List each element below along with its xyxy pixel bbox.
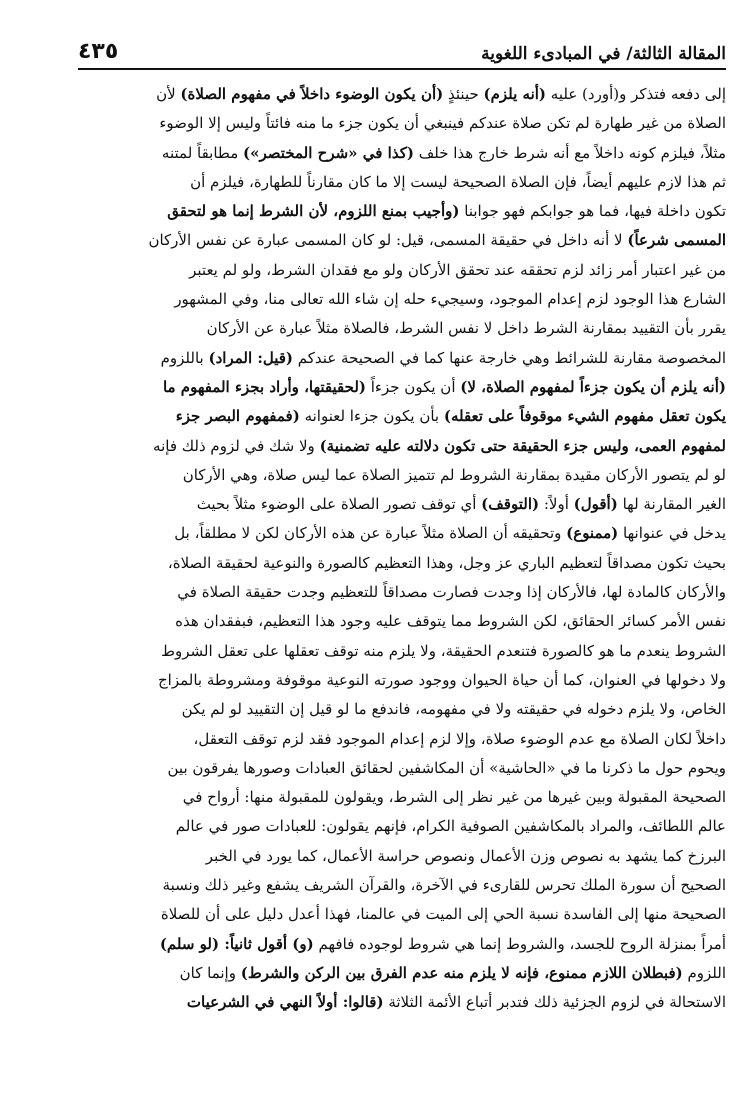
- text-line: [78, 900, 726, 929]
- bold-text-segment: (أنه يلزم): [483, 85, 547, 103]
- text-segment: الشروط ينعدم ما هو كالصورة فتنعدم الحقيقة، ولا يلزم منه توقف تعقلها على تعقل الشروط: [161, 641, 726, 660]
- text-line: [78, 637, 726, 666]
- text-line: [78, 812, 726, 841]
- text-line: [78, 285, 726, 314]
- page-header: [78, 30, 726, 70]
- bold-text-segment: (لحقيقتها، وأراد بجزء المفهوم ما: [162, 377, 366, 396]
- text-line: [78, 314, 726, 343]
- bold-text-segment: (فبطلان اللازم ممنوع، فإنه لا يلزم منه عدم الفرق بين الركن والشرط): [240, 963, 683, 982]
- bold-text-segment: (لو سلم): [159, 934, 220, 953]
- text-line: [78, 988, 726, 1017]
- text-segment: إلى دفعه فتذكر و(أورد) عليه: [546, 85, 726, 103]
- text-segment: الشارع هذا الوجود لزم إعدام الموجود، وسيجيء حله إن شاء الله تعالى منا، وفي المشهور: [174, 290, 726, 309]
- text-line: [78, 197, 726, 226]
- text-segment: تكون داخلة فيها، فما هو جوابكم فهو جوابنا: [459, 202, 726, 221]
- text-segment: من غير اعتبار أمر زائد لزم تحققه عند تحقق الأركان ولو مع فقدان الشرط، ولو لم يعتبر: [189, 260, 726, 279]
- text-segment: يقرر بأن التقييد بمقارنة الشرط داخل لا نفس الشرط، فالصلاة مثلاً عبارة عن الأركان: [206, 319, 726, 338]
- text-line: [78, 607, 726, 636]
- text-line: [78, 666, 726, 695]
- text-segment: البرزخ كما يشهد به نصوص وزن الأعمال ونصوص حراسة الأعمال، كما يورد في الخبر: [205, 846, 726, 865]
- text-line: [78, 490, 726, 519]
- bold-text-segment: (التوقف): [481, 495, 540, 514]
- text-segment: ثم هذا لازم عليهم أيضاً، فإن الصلاة الصحيحة ليست إلا ما كان مقارناً للطهارة، فيلزم أن: [190, 172, 726, 191]
- bold-text-segment: (و) أقول ثانياً:: [219, 934, 314, 953]
- text-line: [78, 139, 726, 168]
- text-segment: نفس الأمر كسائر الحقائق، لكن الشروط مما يتوقف عليه وجود هذا التعظيم، فبفقدان هذه: [175, 612, 726, 631]
- bold-text-segment: المسمى شرعاً): [627, 231, 726, 250]
- text-segment: الغير المقارنة لها: [617, 495, 726, 514]
- text-line: [78, 959, 726, 988]
- bold-text-segment: (أنه يلزم أن يكون جزءاً لمفهوم الصلاة، لا): [460, 377, 726, 396]
- text-segment: لأن: [156, 85, 181, 103]
- text-segment: ولا شك في لزوم ذلك فإنه: [153, 436, 320, 455]
- text-line: [78, 344, 726, 373]
- header-title: المقالة الثالثة/ في المبادىء اللغوية: [481, 44, 726, 64]
- text-line: [78, 373, 726, 402]
- page-number: ٤٣٥: [78, 39, 119, 64]
- text-line: [78, 256, 726, 285]
- text-segment: لو لم يتصور الأركان مقيدة بمقارنة الشروط لم تتميز الصلاة عما ليس صلاة، وهي الأركان: [182, 465, 726, 484]
- bold-text-segment: (ممنوع): [566, 524, 619, 543]
- text-line: [78, 80, 726, 109]
- text-line: [78, 754, 726, 783]
- text-line: [78, 842, 726, 871]
- text-segment: لا أنه داخل في حقيقة المسمى، قيل: لو كان المسمى عبارة عن نفس الأركان: [148, 231, 628, 250]
- text-line: [78, 109, 726, 138]
- text-segment: مطابقاً لمتنه: [161, 143, 244, 162]
- text-segment: الاستحالة في لزوم الجزئية ذلك فتدبر أتباع الأئمة الثلاثة: [383, 993, 726, 1012]
- text-segment: يدخل في عنوانها: [618, 524, 726, 543]
- bold-text-segment: (فمفهوم البصر جزء: [175, 407, 300, 426]
- text-line: [78, 695, 726, 724]
- bold-text-segment: (وأجيب بمنع اللزوم، لأن الشرط إنما هو لتحقق: [167, 202, 460, 221]
- text-line: [78, 930, 726, 959]
- text-segment: وتحقيقه أن الصلاة مثلاً عبارة عن هذه الأركان لكن لا مطلقاً، بل: [174, 524, 567, 543]
- text-segment: أولاً:: [539, 495, 574, 514]
- text-line: [78, 226, 726, 255]
- text-segment: أن يكون جزءاً: [366, 377, 461, 396]
- bold-text-segment: (أن يكون الوضوء داخلاً في مفهوم الصلاة): [180, 85, 444, 103]
- text-segment: الصحيح أن سورة الملك تحرس للقارىء في الآخرة، والقرآن الشريف يشفع وغير ذلك ونسبة: [162, 876, 726, 895]
- text-line: [78, 168, 726, 197]
- text-segment: أمراً بمنزلة الروح للجسد، والشروط إنما هي شروط لوجوده فافهم: [313, 934, 726, 953]
- text-line: [78, 519, 726, 548]
- text-segment: ولا دخولها في العنوان، كما أن حياة الحيوان ووجود صورته النوعية موقوفة ومشروطة بالمزاج: [157, 670, 726, 689]
- bold-text-segment: (كذا في «شرح المختصر»): [243, 143, 414, 162]
- text-line: [78, 432, 726, 461]
- text-line: [78, 783, 726, 812]
- text-segment: وإنما كان: [179, 963, 241, 982]
- text-line: [78, 549, 726, 578]
- text-segment: والأركان كالمادة لها، فالأركان إذا وجدت فصارت مصداقاً للتعظيم وجدت حقيقة الصلاة في: [177, 583, 726, 602]
- bold-text-segment: يكون تعقل مفهوم الشيء موقوفاً على تعقله): [443, 407, 726, 426]
- text-segment: اللزوم: [682, 963, 726, 982]
- bold-text-segment: (أقول): [573, 495, 618, 514]
- text-segment: ويحوم حول ما ذكرنا ما في «الحاشية» أن المكاشفين لحقائق العبادات وصورها يفرقون بين: [167, 758, 726, 777]
- text-line: [78, 871, 726, 900]
- text-segment: داخلاً لكان الصلاة مع عدم الوضوء صلاة، وإلا لزم إعدام الموجود فقد لزم توقف التعقل،: [193, 729, 726, 748]
- text-line: [78, 402, 726, 431]
- document-page: [78, 30, 726, 1073]
- text-segment: الصحيحة منها إلى الفاسدة نسبة الحي إلى الميت في عالمنا، فهذا أعدل دليل على أن للصلاة: [160, 905, 726, 924]
- bold-text-segment: (قالوا: أولاً النهي في الشرعيات: [186, 993, 384, 1012]
- body-text: [78, 80, 726, 1018]
- text-segment: عالم اللطائف، والمراد بالمكاشفين الصوفية الكرام، فإنهم يقولون: للعبادات صور في عالم: [175, 817, 726, 836]
- text-segment: بحيث تكون مصداقاً لتعظيم الباري عز وجل، وهذا التعظيم كالصورة والنوعية لحقيقة الصلاة،: [167, 553, 726, 572]
- text-segment: مثلاً، فيلزم كونه داخلاً مع أنه شرط خارج هذا خلف: [413, 143, 726, 162]
- text-line: [78, 578, 726, 607]
- text-line: [78, 725, 726, 754]
- text-segment: حينئذٍ: [443, 85, 484, 103]
- text-line: [78, 461, 726, 490]
- text-segment: بأن يكون جزءا لعنوانه: [299, 407, 444, 426]
- text-segment: باللزوم: [160, 348, 209, 367]
- bold-text-segment: (قيل: المراد): [208, 348, 294, 367]
- text-segment: أي توقف تصور الصلاة على الوضوء مثلاً بحيث: [196, 495, 482, 514]
- text-segment: الخاص، ولا يلزم دخوله في حقيقته ولا في مفهومه، فاندفع ما لو قيل إن التقييد لو لم يكن: [181, 700, 726, 719]
- bold-text-segment: لمفهوم العمى، وليس جزء الحقيقة حتى تكون دلالته عليه تضمنية): [319, 436, 726, 455]
- text-segment: الصحيحة المقبولة وبين غيرها من غير نظر إلى الشرط، ويقولون للمقبولة منها: أرواح في: [182, 788, 726, 807]
- text-segment: المخصوصة مقارنة للشرائط وهي خارجة عنها كما في الصحيحة عندكم: [293, 348, 726, 367]
- text-segment: الصلاة من غير طهارة لم تكن صلاة عندكم فينبغي أن يكون جزء ما منه فائتاً وليس إلا الوضوء: [159, 114, 726, 133]
